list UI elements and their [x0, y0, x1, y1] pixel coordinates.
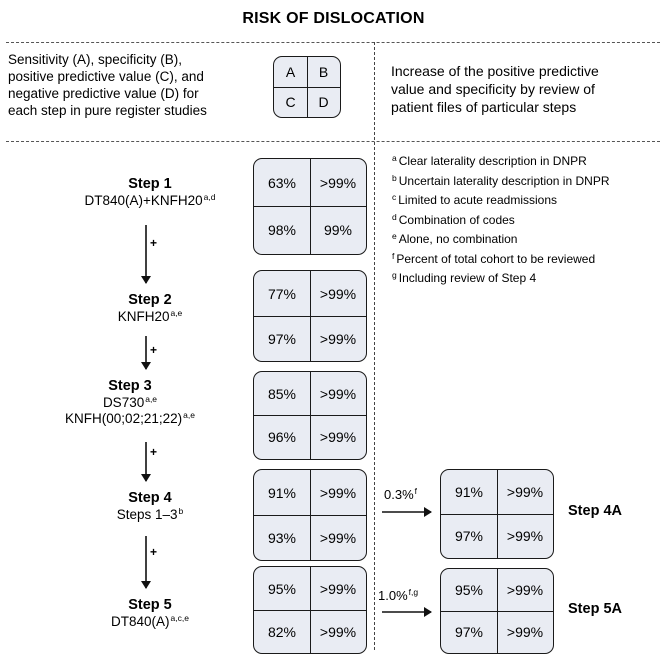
legend-key-a: A	[285, 64, 296, 80]
npv-value: >99%	[506, 528, 544, 544]
step-3-code-2: KNFH(00;02;21;22)$^{a,e}$	[65, 410, 195, 426]
ppv-value: 98%	[267, 222, 297, 238]
plus-sign: +	[150, 236, 158, 250]
legend-line: Sensitivity (A), specificity (B),	[8, 52, 183, 67]
npv-value: >99%	[506, 624, 544, 640]
npv-value: >99%	[319, 623, 357, 640]
step-1-code: $DT840(A)+KNFH20^{a,d}$	[84, 192, 216, 208]
step-2-code: KNFH20$^{a,e}$	[117, 308, 183, 324]
ppv-value: 97%	[454, 528, 484, 544]
ppv-value: 96%	[267, 429, 297, 445]
ppv-value: 97%	[454, 624, 484, 640]
step-5a-grid	[440, 568, 554, 654]
footnote: $^f$ Percent of total cohort to be reviewed	[392, 250, 596, 266]
legend-line: negative predictive value (D) for	[8, 86, 199, 101]
ppv-value: 97%	[267, 330, 297, 347]
step-4-name: Step 4	[128, 490, 172, 506]
footnote: $^d$ Combination of codes	[392, 211, 515, 227]
npv-value: >99%	[319, 330, 357, 347]
footnote: $^g$ Including review of Step 4	[392, 270, 537, 285]
legend-key-d: D	[318, 94, 329, 110]
npv-value: >99%	[319, 429, 357, 445]
step-5a-label: Step 5A	[568, 601, 622, 617]
review-header-line: patient files of particular steps	[391, 99, 577, 115]
sensitivity-value: 95%	[267, 580, 297, 597]
step-2-name: Step 2	[128, 292, 172, 308]
plus-sign: +	[150, 343, 158, 357]
plus-sign: +	[150, 545, 158, 559]
legend-line: each step in pure register studies	[8, 103, 207, 118]
sensitivity-value: 77%	[267, 285, 297, 302]
step-3-grid	[253, 371, 367, 460]
ppv-value: 93%	[267, 529, 297, 546]
step-3-code-1: DS730$^{a,e}$	[102, 394, 158, 410]
footnote: $^e$ Alone, no combination	[392, 231, 518, 246]
step-4-code: Steps 1–3$^b$	[116, 506, 184, 522]
specificity-value: >99%	[319, 484, 357, 501]
step-3-name: Step 3	[108, 378, 152, 394]
sensitivity-value: 85%	[267, 385, 297, 402]
footnote: $^c$ Limited to acute readmissions	[392, 192, 557, 207]
specificity-value: >99%	[319, 580, 357, 597]
step-1-grid	[253, 158, 367, 255]
legend-key-b: B	[318, 64, 329, 80]
footnote: $^b$ Uncertain laterality description in DNPR	[392, 172, 610, 188]
step-1-name: Step 1	[128, 176, 172, 192]
review-fraction-5a: 1.0%$^{f,g}$	[378, 587, 419, 603]
plus-sign: +	[150, 445, 158, 459]
legend-line: positive predictive value (C), and	[8, 69, 204, 84]
review-header-line: value and specificity by review of	[391, 81, 595, 97]
sensitivity-value: 91%	[267, 484, 297, 501]
specificity-value: >99%	[506, 484, 544, 500]
sensitivity-value: 95%	[454, 582, 484, 598]
footnote: $^a$ Clear laterality description in DNPR	[392, 153, 587, 168]
step-5-name: Step 5	[128, 597, 172, 613]
npv-value: 99%	[323, 222, 353, 238]
step-4a-grid	[440, 469, 554, 559]
specificity-value: >99%	[506, 582, 544, 598]
step-4a-label: Step 4A	[568, 503, 622, 519]
sensitivity-value: 63%	[267, 174, 297, 191]
npv-value: >99%	[319, 529, 357, 546]
review-header-line: Increase of the positive predictive	[391, 63, 599, 79]
step-5-grid	[253, 566, 367, 654]
step-2-grid	[253, 270, 367, 362]
sensitivity-value: 91%	[454, 484, 484, 500]
step-4-grid	[253, 469, 367, 561]
diagram-title: RISK OF DISLOCATION	[242, 10, 425, 27]
specificity-value: >99%	[319, 385, 357, 402]
specificity-value: >99%	[319, 285, 357, 302]
review-fraction-4a: 0.3%$^f$	[384, 486, 418, 502]
step-5-code: $DT840(A)^{a,c,e}$	[111, 613, 189, 629]
ppv-value: 82%	[267, 623, 297, 640]
legend-key-c: C	[285, 94, 296, 110]
specificity-value: >99%	[319, 174, 357, 191]
